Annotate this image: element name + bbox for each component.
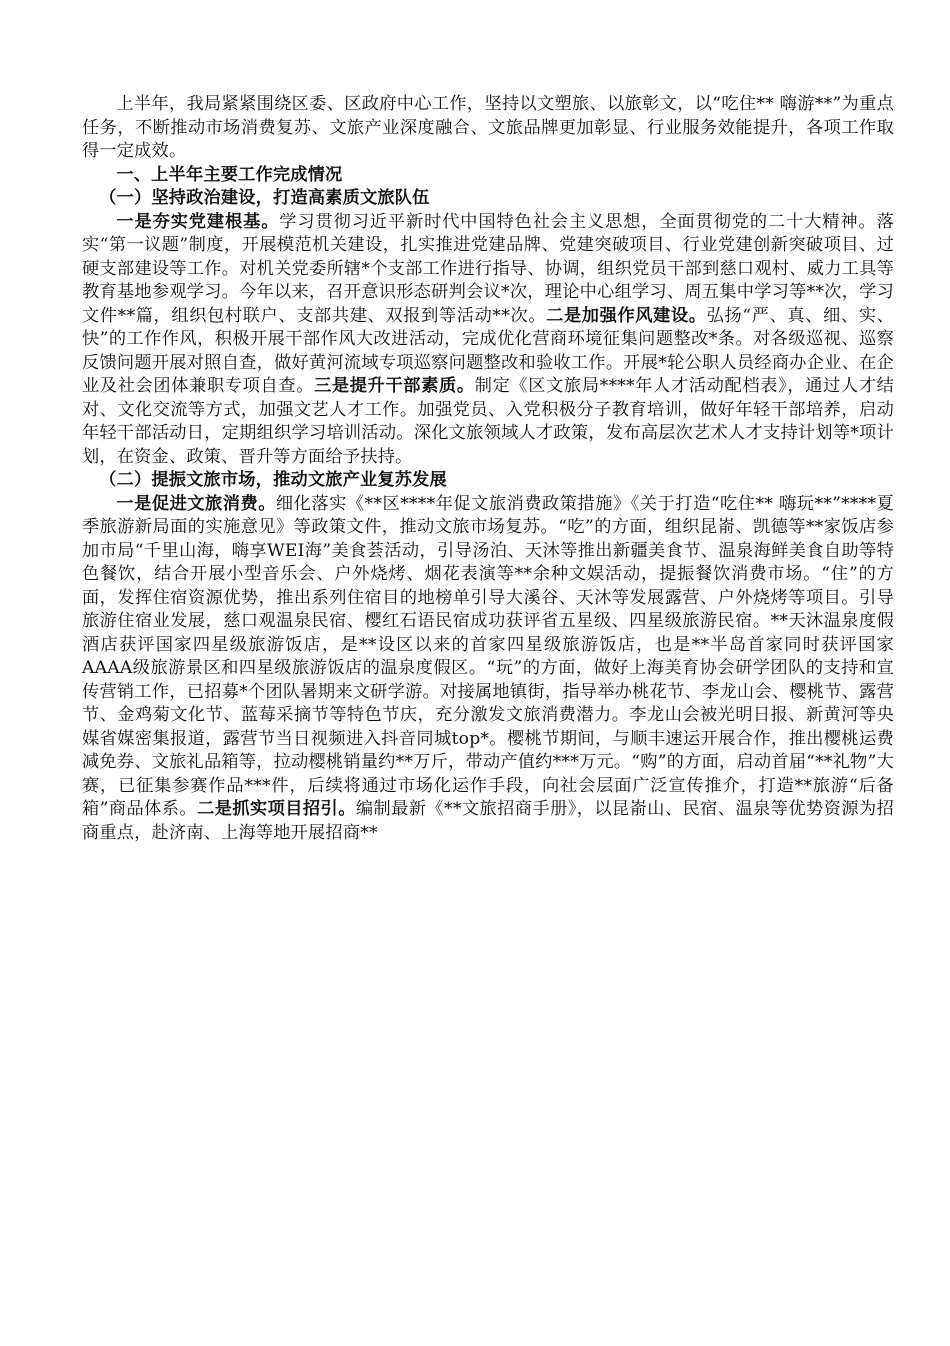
intro-paragraph: 上半年，我局紧紧围绕区委、区政府中心工作，坚持以文塑旅、以旅彰文，以“吃住** 嗨游**”为重点任务，不断推动市场消费复苏、文旅产业深度融合、文旅品牌更加彰显、行业服务效能提升，各项工作取得一定成效。 bbox=[82, 94, 894, 161]
document-page bbox=[82, 93, 894, 845]
lead-project-investment: 二是抓实项目招引。 bbox=[197, 799, 356, 819]
lead-tourism-consumption: 一是促进文旅消费。 bbox=[116, 493, 276, 514]
text-project-investment: 编制最新《**文旅招商手册》，以昆嵛山、民宿、温泉等优势资源为招商重点，赴济南、上海等地开展招商** bbox=[82, 799, 894, 843]
paragraph-tourism-consumption bbox=[82, 493, 894, 846]
lead-cadre-quality: 三是提升干部素质。 bbox=[314, 376, 475, 396]
text-work-style: 弘扬“严、真、细、实、快”的工作作风，积极开展干部作风大改进活动，完成优化营商环境征集问题整改*条。对各级巡视、巡察反馈问题开展对照自查，做好黄河流域专项巡察问题整改和验收工作。开展*轮公职人员经商办企业、在企业及社会团体兼职专项自查。 bbox=[82, 305, 894, 396]
paragraph-party-building bbox=[82, 211, 894, 470]
text-party-building: 学习贯彻习近平新时代中国特色社会主义思想，全面贯彻党的二十大精神。落实“第一议题”制度，开展模范机关建设，扎实推进党建品牌、党建突破项目、行业党建创新突破项目、过硬支部建设等工作。对机关党委所辖*个支部工作进行指导、协调，组织党员干部到慈口观村、威力工具等教育基地参观学习。今年以来，召开意识形态研判会议*次，理论中心组学习、周五集中学习等**次，学习文件**篇，组织包村联户、支部共建、双报到等活动**次。 bbox=[82, 211, 894, 326]
text-tourism-consumption: 细化落实《**区****年促文旅消费政策措施》《关于打造“吃住** 嗨玩**”****夏季旅游新局面的实施意见》等政策文件，推动文旅市场复苏。“吃”的方面，组织昆嵛、凯德等**家饭店参加市局“千里山海，嗨享WEI海”美食荟活动，引导汤泊、天沐等推出新疆美食节、温泉海鲜美食自助等特色餐饮，结合开展小型音乐会、户外烧烤、烟花表演等**余种文娱活动，提振餐饮消费市场。“住”的方面，发挥住宿资源优势，推出系列住宿目的地榜单引导大溪谷、天沐等发展露营、户外烧烤等项目。引导旅游住宿业发展，慈口观温泉民宿、樱红石语民宿成功获评省五星级、四星级旅游民宿。**天沐温泉度假酒店获评国家四星级旅游饭店，是**设区以来的首家四星级旅游饭店，也是**半岛首家同时获评国家AAAA级旅游景区和四星级旅游饭店的温泉度假区。“玩”的方面，做好上海美育协会研学团队的支持和宣传营销工作，已招募*个团队暑期来文研学游。对接属地镇街，指导举办桃花节、李龙山会、樱桃节、露营节、金鸡菊文化节、蓝莓采摘节等特色节庆，充分激发文旅消费潜力。李龙山会被光明日报、新黄河等央媒省媒密集报道，露营节当日视频进入抖音同城top*。樱桃节期间，与顺丰速运开展合作，推出樱桃运费减免券、文旅礼品箱等，拉动樱桃销量约**万斤，带动产值约***万元。“购”的方面，启动首届“**礼物”大赛，已征集参赛作品***件，后续将通过市场化运作手段，向社会层面广泛宣传推介，打造**旅游“后备箱”商品体系。 bbox=[82, 493, 894, 819]
section-heading-1: 一、上半年主要工作完成情况 bbox=[116, 164, 343, 185]
lead-work-style: 二是加强作风建设。 bbox=[546, 305, 707, 326]
subsection-heading-2: （二）提振文旅市场，推动文旅产业复苏发展 bbox=[99, 470, 447, 490]
lead-party-building: 一是夯实党建根基。 bbox=[116, 211, 280, 232]
subsection-heading-1: （一）坚持政治建设，打造高素质文旅队伍 bbox=[99, 188, 430, 208]
text-cadre-quality: 制定《区文旅局****年人才活动配档表》，通过人才结对、文化交流等方式，加强文艺人才工作。加强党员、入党积极分子教育培训，做好年轻干部培养，启动年轻干部活动日，定期组织学习培训活动。深化文旅领域人才政策，发布高层次艺术人才支持计划等*项计划，在资金、政策、晋升等方面给予扶持。 bbox=[82, 376, 894, 467]
